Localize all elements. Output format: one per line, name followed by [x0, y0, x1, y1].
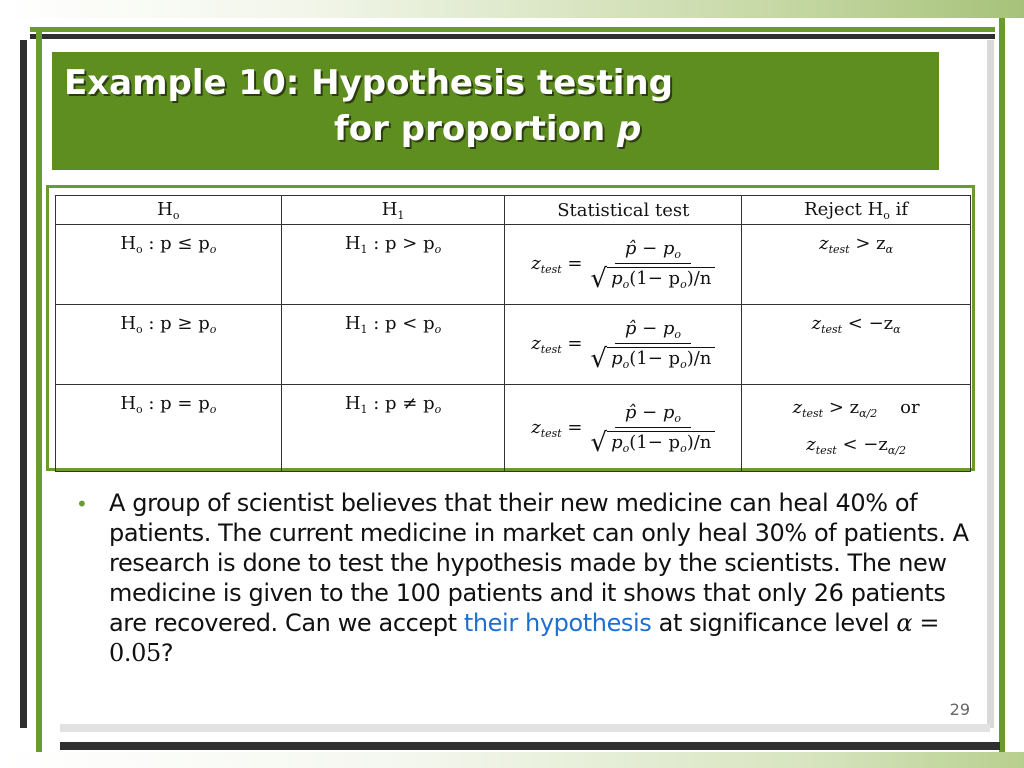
header-h1: $H_1$ — [281, 196, 505, 225]
table-row — [56, 225, 971, 305]
table-header-row — [56, 196, 971, 225]
table-row — [56, 385, 971, 472]
z-test-formula: $z_{test}$ = p̂ − $p_o$ √ $p_o(1- p_o)/n$ — [531, 238, 715, 291]
problem-statement: A group of scientist believes that their new medicine can heal 40% of patients. The current medicine in market can only heal 30% of patients. A research is done to test the hypothesis made by the scientists. The new medicine is given to the 100 patients and it shows that only 26 patients are recovered. Can we accept their hypothesis at significance level α = 0.05? — [109, 489, 969, 667]
header-reject: Reject $H_o$ if — [742, 196, 971, 225]
highlight-text: their hypothesis — [463, 609, 652, 637]
cell-h0: $H_o$ : $p \le p_o$ — [56, 225, 282, 305]
bottom-dark-rule — [60, 742, 1000, 750]
bottom-gradient-band — [0, 752, 1024, 768]
right-green-rule — [999, 18, 1005, 752]
top-gradient-band — [0, 0, 1024, 18]
cell-test-statistic — [505, 225, 742, 305]
table-row — [56, 305, 971, 385]
alpha-symbol: α — [896, 609, 913, 637]
top-green-rule — [30, 27, 995, 32]
title-line-2 — [64, 106, 924, 152]
cell-h1: $H_1$ : $p \ne p_o$ — [281, 385, 505, 472]
left-green-rule — [36, 27, 42, 755]
hypothesis-table — [55, 195, 971, 472]
bullet-icon: • — [76, 492, 88, 516]
title-line-2-text: for proportion — [334, 109, 617, 149]
cell-h1: $H_1$ : $p > p_o$ — [281, 225, 505, 305]
header-statistical-test: Statistical test — [505, 196, 742, 225]
header-h0: $H_o$ — [56, 196, 282, 225]
cell-reject-rule: $z_{test} > z_\alpha$ — [742, 225, 971, 305]
top-dark-rule — [30, 34, 995, 39]
title-variable: p — [617, 109, 642, 149]
left-dark-rule — [20, 40, 27, 728]
cell-h0: $H_o$ : $p \ge p_o$ — [56, 305, 282, 385]
page-number: 29 — [949, 700, 970, 719]
bottom-light-rule — [60, 724, 990, 732]
z-test-formula: $z_{test}$ = p̂ − $p_o$ √ $p_o(1- p_o)/n$ — [531, 402, 715, 455]
cell-reject-rule: $z_{test} > z_{\alpha/2}$ or $z_{test} < -z_{\alpha/2}$ — [742, 385, 971, 472]
title-line-1: Example 10: Hypothesis testing — [64, 63, 673, 103]
z-test-formula: $z_{test}$ = p̂ − $p_o$ √ $p_o(1- p_o)/n$ — [531, 318, 715, 371]
cell-test-statistic — [505, 305, 742, 385]
cell-h1: $H_1$ : $p < p_o$ — [281, 305, 505, 385]
cell-h0: $H_o$ : $p = p_o$ — [56, 385, 282, 472]
cell-reject-rule: $z_{test} < -z_\alpha$ — [742, 305, 971, 385]
right-grey-rule — [987, 40, 994, 728]
cell-test-statistic — [505, 385, 742, 472]
slide-title — [64, 60, 924, 152]
